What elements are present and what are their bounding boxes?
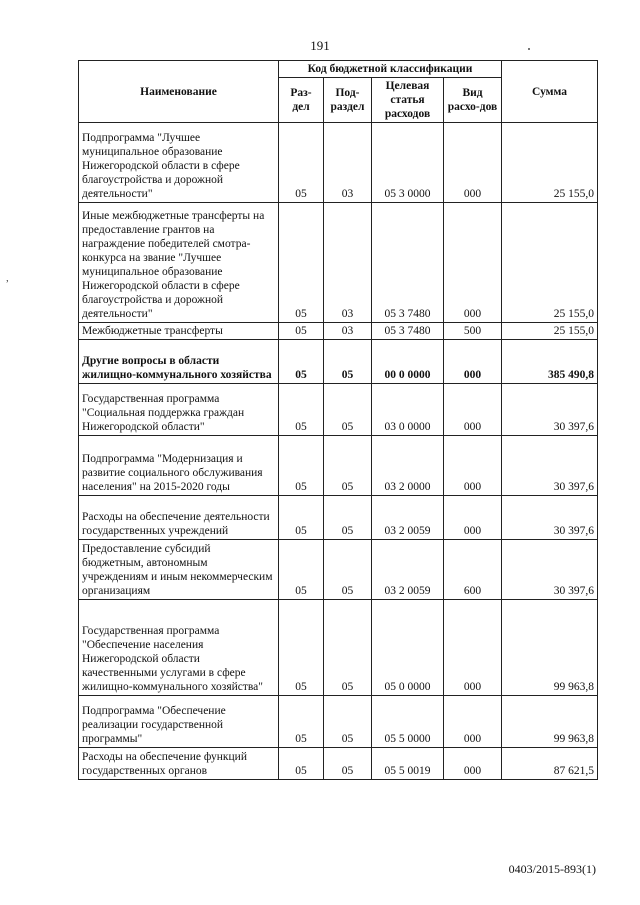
cell-podrazdel: 05 <box>324 384 372 436</box>
cell-statya: 03 2 0000 <box>372 436 444 496</box>
table-row <box>79 340 598 384</box>
cell-summa: 25 155,0 <box>502 323 598 340</box>
cell-podrazdel: 05 <box>324 496 372 540</box>
table-row <box>79 748 598 780</box>
cell-statya: 05 5 0019 <box>372 748 444 780</box>
header-sum: Сумма <box>502 61 598 123</box>
cell-razdel: 05 <box>279 496 324 540</box>
cell-statya: 03 0 0000 <box>372 384 444 436</box>
cell-razdel: 05 <box>279 384 324 436</box>
cell-razdel: 05 <box>279 123 324 203</box>
cell-name: Межбюджетные трансферты <box>79 323 279 340</box>
cell-vid: 000 <box>444 600 502 696</box>
table-row <box>79 123 598 203</box>
cell-vid: 000 <box>444 203 502 323</box>
cell-razdel: 05 <box>279 203 324 323</box>
cell-name: Подпрограмма "Модернизация и развитие социального обслуживания населения" на 2015-2020 годы <box>79 436 279 496</box>
cell-statya: 05 3 7480 <box>372 323 444 340</box>
header-expense-type: Вид расхо-дов <box>444 78 502 123</box>
cell-name: Подпрограмма "Обеспечение реализации государственной программы" <box>79 696 279 748</box>
table-header <box>79 61 598 123</box>
cell-summa: 25 155,0 <box>502 203 598 323</box>
cell-vid: 600 <box>444 540 502 600</box>
cell-summa: 87 621,5 <box>502 748 598 780</box>
cell-summa: 30 397,6 <box>502 496 598 540</box>
scan-dot <box>528 48 530 50</box>
cell-podrazdel: 03 <box>324 203 372 323</box>
cell-vid: 000 <box>444 384 502 436</box>
cell-name: Государственная программа "Обеспечение населения Нижегородской области качественными услугами в сфере жилищно-коммунального хозяйства" <box>79 600 279 696</box>
cell-name: Предоставление субсидий бюджетным, автономным учреждениям и иным некоммерческим организациям <box>79 540 279 600</box>
cell-vid: 000 <box>444 340 502 384</box>
cell-podrazdel: 03 <box>324 323 372 340</box>
header-target-article: Целевая статья расходов <box>372 78 444 123</box>
cell-summa: 99 963,8 <box>502 696 598 748</box>
cell-vid: 000 <box>444 496 502 540</box>
cell-name: Расходы на обеспечение деятельности государственных учреждений <box>79 496 279 540</box>
table-row <box>79 540 598 600</box>
cell-statya: 05 5 0000 <box>372 696 444 748</box>
cell-podrazdel: 05 <box>324 696 372 748</box>
cell-summa: 25 155,0 <box>502 123 598 203</box>
cell-podrazdel: 05 <box>324 540 372 600</box>
cell-podrazdel: 05 <box>324 600 372 696</box>
cell-summa: 30 397,6 <box>502 540 598 600</box>
header-podrazdel: Под-раздел <box>324 78 372 123</box>
table-row <box>79 384 598 436</box>
cell-statya: 03 2 0059 <box>372 540 444 600</box>
budget-table <box>78 60 598 780</box>
table-row <box>79 600 598 696</box>
cell-razdel: 05 <box>279 323 324 340</box>
cell-podrazdel: 05 <box>324 748 372 780</box>
header-classification: Код бюджетной классификации <box>279 61 502 78</box>
header-name: Наименование <box>79 61 279 123</box>
cell-summa: 30 397,6 <box>502 436 598 496</box>
cell-name: Расходы на обеспечение функций государственных органов <box>79 748 279 780</box>
page-number: 191 <box>310 38 330 53</box>
cell-summa: 30 397,6 <box>502 384 598 436</box>
cell-podrazdel: 03 <box>324 123 372 203</box>
table-row <box>79 696 598 748</box>
table-row <box>79 203 598 323</box>
cell-razdel: 05 <box>279 340 324 384</box>
cell-summa: 99 963,8 <box>502 600 598 696</box>
cell-name: Другие вопросы в области жилищно-коммунального хозяйства <box>79 340 279 384</box>
cell-name: Иные межбюджетные трансферты на предоставление грантов на награждение победителей смотра-конкурса на звание "Лучшее муниципальное образование Нижегородской области в сфере благоустройства и дорожной деятельности" <box>79 203 279 323</box>
cell-vid: 000 <box>444 123 502 203</box>
cell-statya: 03 2 0059 <box>372 496 444 540</box>
cell-razdel: 05 <box>279 600 324 696</box>
cell-vid: 000 <box>444 748 502 780</box>
cell-summa: 385 490,8 <box>502 340 598 384</box>
cell-podrazdel: 05 <box>324 436 372 496</box>
cell-statya: 05 3 7480 <box>372 203 444 323</box>
table-row <box>79 496 598 540</box>
document-code: 0403/2015-893(1) <box>508 862 596 876</box>
cell-vid: 000 <box>444 696 502 748</box>
header-razdel: Раз-дел <box>279 78 324 123</box>
cell-razdel: 05 <box>279 436 324 496</box>
table-row <box>79 436 598 496</box>
cell-razdel: 05 <box>279 540 324 600</box>
cell-razdel: 05 <box>279 696 324 748</box>
cell-podrazdel: 05 <box>324 340 372 384</box>
scan-mark: , <box>6 272 9 284</box>
table-body <box>79 123 598 780</box>
table-row <box>79 323 598 340</box>
cell-vid: 000 <box>444 436 502 496</box>
cell-statya: 05 0 0000 <box>372 600 444 696</box>
cell-statya: 00 0 0000 <box>372 340 444 384</box>
cell-razdel: 05 <box>279 748 324 780</box>
cell-statya: 05 3 0000 <box>372 123 444 203</box>
cell-name: Государственная программа "Социальная поддержка граждан Нижегородской области" <box>79 384 279 436</box>
cell-vid: 500 <box>444 323 502 340</box>
cell-name: Подпрограмма "Лучшее муниципальное образование Нижегородской области в сфере благоустройства и дорожной деятельности" <box>79 123 279 203</box>
